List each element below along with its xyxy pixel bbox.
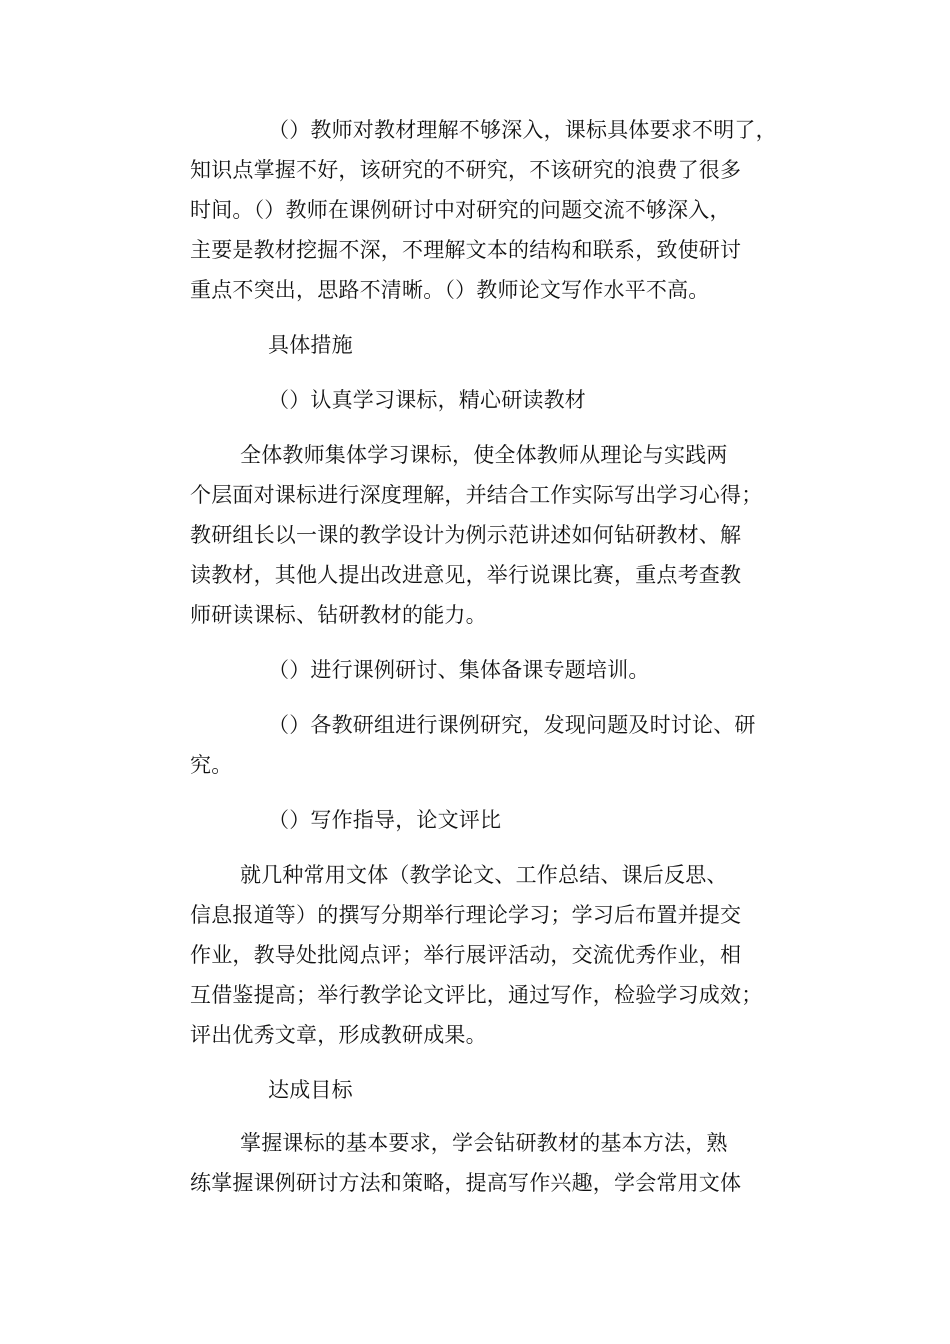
paragraph-line: 个层面对课标进行深度理解，并结合工作实际写出学习心得；	[190, 483, 763, 507]
paragraph-line: 读教材，其他人提出改进意见，举行说课比赛，重点考查教	[190, 563, 742, 587]
paragraph-line: 师研读课标、钻研教材的能力。	[190, 603, 487, 627]
paragraph-line: 练掌握课例研讨方法和策略，提高写作兴趣，学会常用文体	[190, 1171, 742, 1195]
subsection-heading: （）写作指导，论文评比	[268, 808, 502, 832]
paragraph-line: （）教师对教材理解不够深入，课标具体要求不明了，	[268, 118, 777, 142]
paragraph-line: 重点不突出，思路不清晰。（）教师论文写作水平不高。	[190, 278, 710, 302]
paragraph-line: 评出优秀文章，形成教研成果。	[190, 1023, 487, 1047]
paragraph-line: （）各教研组进行课例研究，发现问题及时讨论、研	[268, 713, 756, 737]
paragraph-line: 主要是教材挖掘不深，不理解文本的结构和联系，致使研讨	[190, 238, 742, 262]
paragraph-line: 就几种常用文体（教学论文、工作总结、课后反思、	[240, 863, 728, 887]
paragraph-line: 作业，教导处批阅点评；举行展评活动，交流优秀作业，相	[190, 943, 742, 967]
paragraph-line: 全体教师集体学习课标，使全体教师从理论与实践两	[240, 443, 728, 467]
section-heading: 具体措施	[268, 333, 353, 357]
paragraph-line: 信息报道等）的撰写分期举行理论学习；学习后布置并提交	[190, 903, 742, 927]
paragraph-line: 教研组长以一课的教学设计为例示范讲述如何钻研教材、解	[190, 523, 742, 547]
paragraph-line: 掌握课标的基本要求，学会钻研教材的基本方法，熟	[240, 1131, 728, 1155]
paragraph-line: 究。	[190, 753, 233, 777]
paragraph-line: 时间。（）教师在课例研讨中对研究的问题交流不够深入，	[190, 198, 731, 222]
paragraph-line: 知识点掌握不好，该研究的不研究，不该研究的浪费了很多	[190, 158, 742, 182]
subsection-heading: （）认真学习课标，精心研读教材	[268, 388, 586, 412]
subsection-heading: （）进行课例研讨、集体备课专题培训。	[268, 658, 650, 682]
section-heading: 达成目标	[268, 1078, 353, 1102]
paragraph-line: 互借鉴提高；举行教学论文评比，通过写作，检验学习成效；	[190, 983, 763, 1007]
